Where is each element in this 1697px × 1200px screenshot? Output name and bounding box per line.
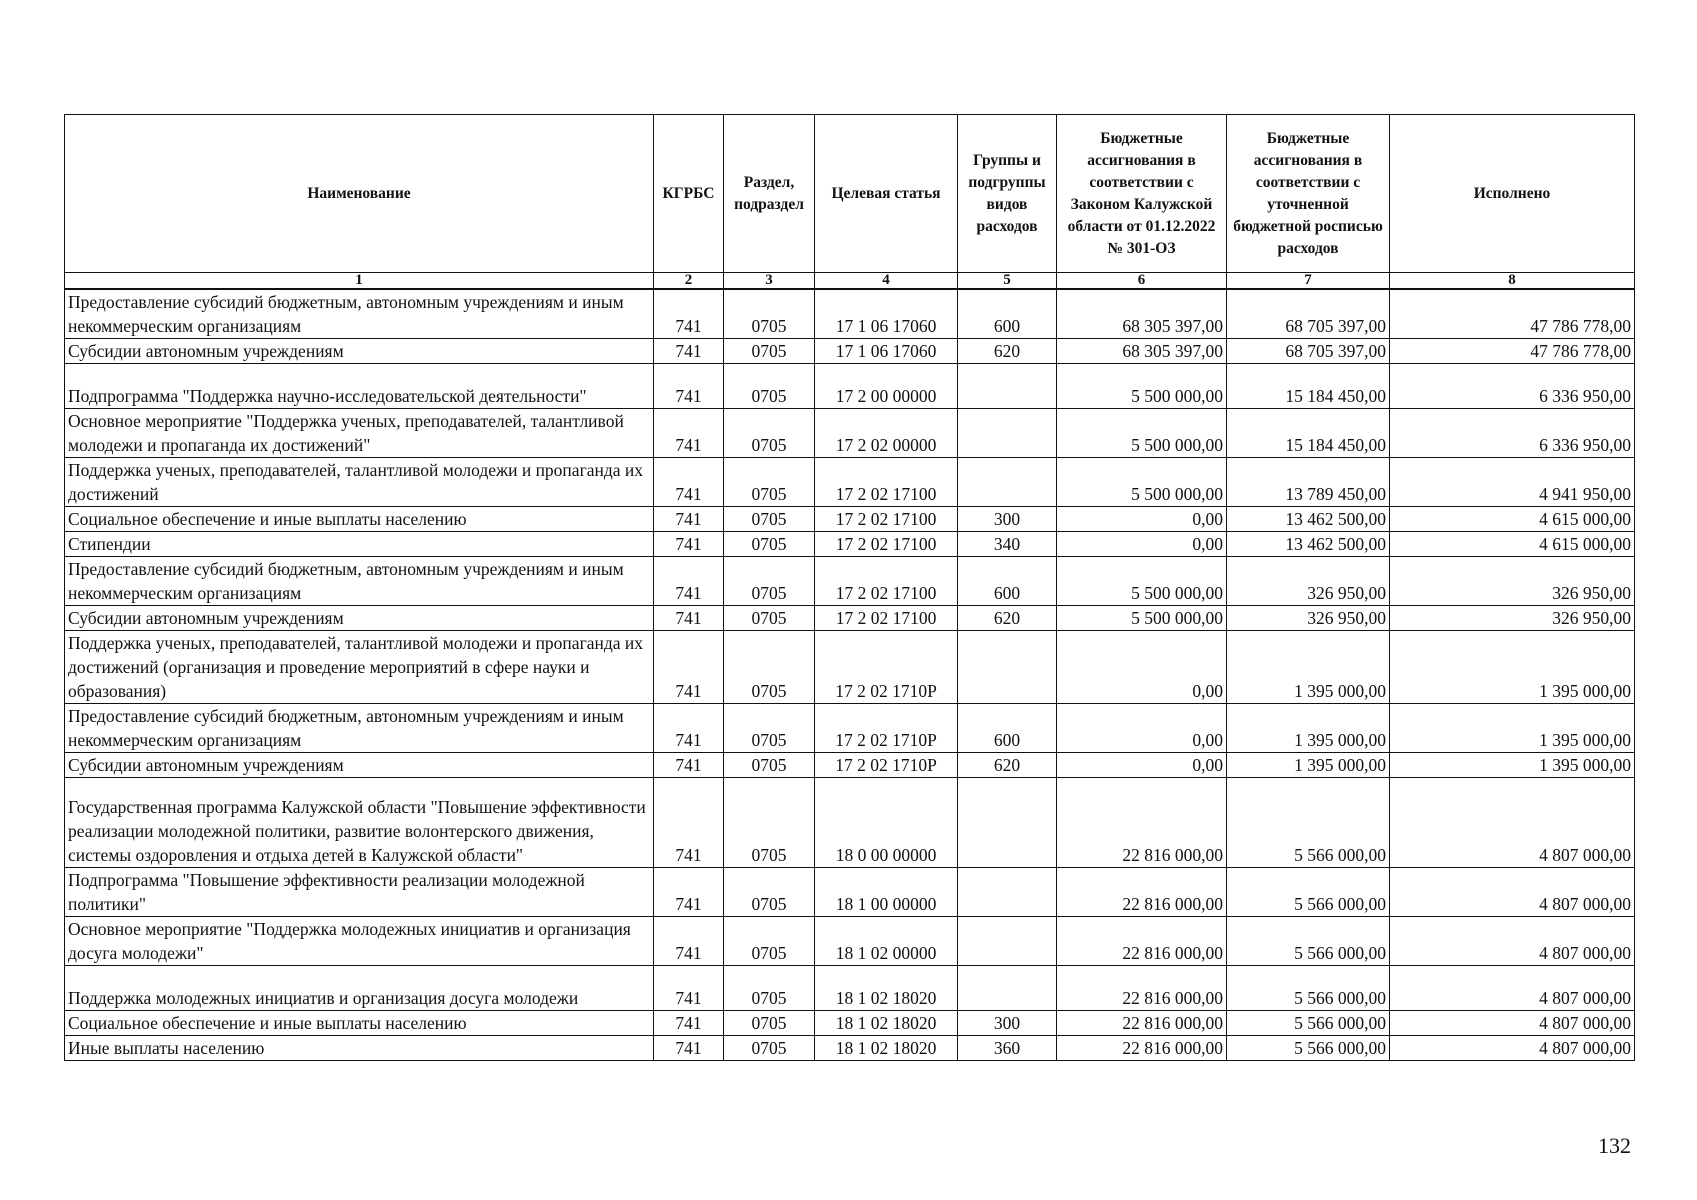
row-target-article: 17 2 02 1710Р (815, 704, 958, 753)
row-section: 0705 (724, 631, 815, 704)
row-section: 0705 (724, 1036, 815, 1061)
row-plan-amount: 68 705 397,00 (1227, 339, 1390, 364)
row-section: 0705 (724, 507, 815, 532)
row-plan-amount: 1 395 000,00 (1227, 753, 1390, 778)
row-target-article: 17 1 06 17060 (815, 289, 958, 339)
row-law-amount: 22 816 000,00 (1057, 917, 1227, 966)
row-target-article: 18 0 00 00000 (815, 778, 958, 868)
table-row (65, 1011, 1635, 1036)
row-executed-amount: 4 807 000,00 (1390, 1011, 1635, 1036)
row-executed-amount: 1 395 000,00 (1390, 631, 1635, 704)
row-executed-amount: 4 807 000,00 (1390, 966, 1635, 1011)
row-expense-group (958, 364, 1057, 409)
row-kgrbs: 741 (654, 557, 724, 606)
table-row (65, 532, 1635, 557)
row-name: Субсидии автономным учреждениям (65, 606, 654, 631)
budget-table (64, 114, 1635, 1061)
table-row (65, 339, 1635, 364)
row-target-article: 17 2 02 1710Р (815, 631, 958, 704)
header-name: Наименование (65, 115, 654, 273)
row-target-article: 17 2 02 1710Р (815, 753, 958, 778)
row-plan-amount: 1 395 000,00 (1227, 704, 1390, 753)
header-law-allocations: Бюджетные ассигнования в соответствии с Законом Калужской области от 01.12.2022 № 301-ОЗ (1057, 115, 1227, 273)
row-expense-group: 300 (958, 507, 1057, 532)
header-refined-allocations: Бюджетные ассигнования в соответствии с уточненной бюджетной росписью расходов (1227, 115, 1390, 273)
row-target-article: 17 2 00 00000 (815, 364, 958, 409)
table-row (65, 458, 1635, 507)
row-kgrbs: 741 (654, 966, 724, 1011)
row-section: 0705 (724, 1011, 815, 1036)
row-target-article: 17 2 02 17100 (815, 606, 958, 631)
row-section: 0705 (724, 778, 815, 868)
row-plan-amount: 5 566 000,00 (1227, 917, 1390, 966)
row-target-article: 17 1 06 17060 (815, 339, 958, 364)
row-law-amount: 0,00 (1057, 631, 1227, 704)
row-expense-group (958, 966, 1057, 1011)
table-row (65, 704, 1635, 753)
row-expense-group: 300 (958, 1011, 1057, 1036)
row-executed-amount: 6 336 950,00 (1390, 364, 1635, 409)
header-section: Раздел, подраздел (724, 115, 815, 273)
table-row (65, 631, 1635, 704)
row-executed-amount: 47 786 778,00 (1390, 339, 1635, 364)
row-plan-amount: 13 462 500,00 (1227, 532, 1390, 557)
row-target-article: 17 2 02 17100 (815, 458, 958, 507)
row-name: Предоставление субсидий бюджетным, автономным учреждениям и иным некоммерческим организациям (65, 289, 654, 339)
row-executed-amount: 4 807 000,00 (1390, 778, 1635, 868)
row-plan-amount: 1 395 000,00 (1227, 631, 1390, 704)
row-executed-amount: 4 807 000,00 (1390, 1036, 1635, 1061)
row-section: 0705 (724, 966, 815, 1011)
row-section: 0705 (724, 917, 815, 966)
row-plan-amount: 326 950,00 (1227, 606, 1390, 631)
header-kgrbs: КГРБС (654, 115, 724, 273)
row-kgrbs: 741 (654, 409, 724, 458)
row-kgrbs: 741 (654, 532, 724, 557)
column-number-row (65, 273, 1635, 290)
row-expense-group: 600 (958, 704, 1057, 753)
row-expense-group (958, 458, 1057, 507)
row-name: Субсидии автономным учреждениям (65, 753, 654, 778)
table-row (65, 778, 1635, 868)
column-number: 1 (65, 273, 654, 290)
row-kgrbs: 741 (654, 778, 724, 868)
row-law-amount: 0,00 (1057, 507, 1227, 532)
table-row (65, 409, 1635, 458)
row-expense-group (958, 631, 1057, 704)
row-expense-group: 620 (958, 606, 1057, 631)
row-law-amount: 5 500 000,00 (1057, 409, 1227, 458)
row-executed-amount: 1 395 000,00 (1390, 753, 1635, 778)
row-executed-amount: 1 395 000,00 (1390, 704, 1635, 753)
column-number: 7 (1227, 273, 1390, 290)
row-expense-group: 360 (958, 1036, 1057, 1061)
row-plan-amount: 5 566 000,00 (1227, 1036, 1390, 1061)
row-name: Социальное обеспечение и иные выплаты населению (65, 507, 654, 532)
row-expense-group (958, 778, 1057, 868)
row-section: 0705 (724, 704, 815, 753)
row-name: Подпрограмма "Поддержка научно-исследовательской деятельности" (65, 364, 654, 409)
row-law-amount: 22 816 000,00 (1057, 1011, 1227, 1036)
row-law-amount: 0,00 (1057, 753, 1227, 778)
table-header-row (65, 115, 1635, 273)
row-executed-amount: 4 941 950,00 (1390, 458, 1635, 507)
row-kgrbs: 741 (654, 704, 724, 753)
row-kgrbs: 741 (654, 1036, 724, 1061)
row-law-amount: 22 816 000,00 (1057, 1036, 1227, 1061)
row-plan-amount: 68 705 397,00 (1227, 289, 1390, 339)
row-plan-amount: 5 566 000,00 (1227, 1011, 1390, 1036)
row-target-article: 17 2 02 17100 (815, 507, 958, 532)
row-kgrbs: 741 (654, 289, 724, 339)
row-section: 0705 (724, 532, 815, 557)
row-kgrbs: 741 (654, 507, 724, 532)
row-law-amount: 0,00 (1057, 704, 1227, 753)
table-row (65, 364, 1635, 409)
row-target-article: 17 2 02 17100 (815, 557, 958, 606)
row-section: 0705 (724, 364, 815, 409)
row-law-amount: 0,00 (1057, 532, 1227, 557)
row-law-amount: 5 500 000,00 (1057, 458, 1227, 507)
row-expense-group: 340 (958, 532, 1057, 557)
row-target-article: 18 1 02 00000 (815, 917, 958, 966)
row-law-amount: 68 305 397,00 (1057, 289, 1227, 339)
row-law-amount: 22 816 000,00 (1057, 778, 1227, 868)
row-name: Иные выплаты населению (65, 1036, 654, 1061)
row-plan-amount: 13 462 500,00 (1227, 507, 1390, 532)
row-kgrbs: 741 (654, 364, 724, 409)
row-target-article: 18 1 02 18020 (815, 1036, 958, 1061)
row-expense-group: 620 (958, 753, 1057, 778)
row-plan-amount: 326 950,00 (1227, 557, 1390, 606)
row-name: Предоставление субсидий бюджетным, автономным учреждениям и иным некоммерческим организациям (65, 557, 654, 606)
row-executed-amount: 47 786 778,00 (1390, 289, 1635, 339)
table-row (65, 917, 1635, 966)
row-executed-amount: 4 615 000,00 (1390, 532, 1635, 557)
column-number: 3 (724, 273, 815, 290)
row-name: Социальное обеспечение и иные выплаты населению (65, 1011, 654, 1036)
row-executed-amount: 4 807 000,00 (1390, 868, 1635, 917)
row-kgrbs: 741 (654, 917, 724, 966)
row-executed-amount: 4 615 000,00 (1390, 507, 1635, 532)
row-target-article: 17 2 02 00000 (815, 409, 958, 458)
row-plan-amount: 13 789 450,00 (1227, 458, 1390, 507)
row-executed-amount: 6 336 950,00 (1390, 409, 1635, 458)
table-body (65, 289, 1635, 1061)
header-target-article: Целевая статья (815, 115, 958, 273)
row-expense-group (958, 868, 1057, 917)
row-kgrbs: 741 (654, 753, 724, 778)
row-executed-amount: 326 950,00 (1390, 606, 1635, 631)
table-row (65, 966, 1635, 1011)
row-law-amount: 22 816 000,00 (1057, 966, 1227, 1011)
page-number: 132 (1598, 1133, 1631, 1158)
row-section: 0705 (724, 339, 815, 364)
table-row (65, 1036, 1635, 1061)
row-kgrbs: 741 (654, 631, 724, 704)
row-section: 0705 (724, 409, 815, 458)
row-name: Основное мероприятие "Поддержка ученых, преподавателей, талантливой молодежи и пропаганда их достижений" (65, 409, 654, 458)
row-kgrbs: 741 (654, 606, 724, 631)
row-name: Предоставление субсидий бюджетным, автономным учреждениям и иным некоммерческим организациям (65, 704, 654, 753)
column-number: 8 (1390, 273, 1635, 290)
row-name: Основное мероприятие "Поддержка молодежных инициатив и организация досуга молодежи" (65, 917, 654, 966)
row-expense-group: 600 (958, 289, 1057, 339)
table-row (65, 606, 1635, 631)
row-plan-amount: 15 184 450,00 (1227, 409, 1390, 458)
row-expense-group: 620 (958, 339, 1057, 364)
row-name: Стипендии (65, 532, 654, 557)
row-kgrbs: 741 (654, 339, 724, 364)
row-target-article: 18 1 02 18020 (815, 1011, 958, 1036)
column-number: 6 (1057, 273, 1227, 290)
row-section: 0705 (724, 557, 815, 606)
row-target-article: 18 1 00 00000 (815, 868, 958, 917)
row-expense-group: 600 (958, 557, 1057, 606)
row-law-amount: 68 305 397,00 (1057, 339, 1227, 364)
row-executed-amount: 4 807 000,00 (1390, 917, 1635, 966)
row-section: 0705 (724, 606, 815, 631)
column-number: 2 (654, 273, 724, 290)
row-plan-amount: 5 566 000,00 (1227, 966, 1390, 1011)
table-row (65, 507, 1635, 532)
table-row (65, 753, 1635, 778)
row-kgrbs: 741 (654, 868, 724, 917)
row-law-amount: 5 500 000,00 (1057, 557, 1227, 606)
table-row (65, 289, 1635, 339)
header-executed: Исполнено (1390, 115, 1635, 273)
row-plan-amount: 15 184 450,00 (1227, 364, 1390, 409)
row-name: Поддержка молодежных инициатив и организация досуга молодежи (65, 966, 654, 1011)
row-kgrbs: 741 (654, 1011, 724, 1036)
row-section: 0705 (724, 458, 815, 507)
column-number: 4 (815, 273, 958, 290)
row-target-article: 17 2 02 17100 (815, 532, 958, 557)
row-name: Подпрограмма "Повышение эффективности реализации молодежной политики" (65, 868, 654, 917)
row-executed-amount: 326 950,00 (1390, 557, 1635, 606)
row-law-amount: 5 500 000,00 (1057, 606, 1227, 631)
row-section: 0705 (724, 868, 815, 917)
row-law-amount: 22 816 000,00 (1057, 868, 1227, 917)
budget-table-sheet (64, 114, 1634, 1061)
row-name: Поддержка ученых, преподавателей, талантливой молодежи и пропаганда их достижений (65, 458, 654, 507)
row-law-amount: 5 500 000,00 (1057, 364, 1227, 409)
row-section: 0705 (724, 753, 815, 778)
row-name: Государственная программа Калужской области "Повышение эффективности реализации молодежной политики, развитие волонтерского движения, системы оздоровления и отдыха детей в Калужской области" (65, 778, 654, 868)
header-expense-groups: Группы и подгруппы видов расходов (958, 115, 1057, 273)
row-name: Поддержка ученых, преподавателей, талантливой молодежи и пропаганда их достижений (организация и проведение мероприятий в сфере науки и образования) (65, 631, 654, 704)
row-expense-group (958, 409, 1057, 458)
table-row (65, 557, 1635, 606)
row-plan-amount: 5 566 000,00 (1227, 868, 1390, 917)
row-target-article: 18 1 02 18020 (815, 966, 958, 1011)
row-section: 0705 (724, 289, 815, 339)
row-name: Субсидии автономным учреждениям (65, 339, 654, 364)
column-number: 5 (958, 273, 1057, 290)
table-row (65, 868, 1635, 917)
row-plan-amount: 5 566 000,00 (1227, 778, 1390, 868)
row-kgrbs: 741 (654, 458, 724, 507)
row-expense-group (958, 917, 1057, 966)
